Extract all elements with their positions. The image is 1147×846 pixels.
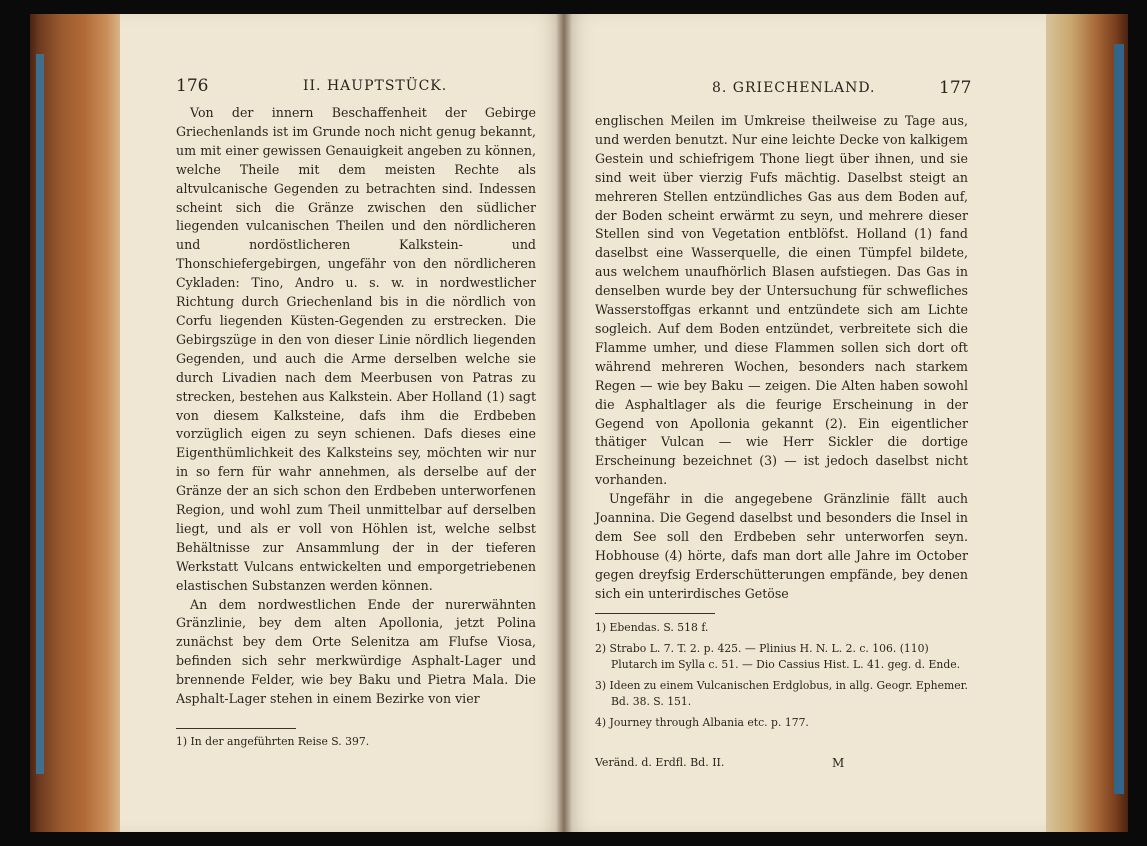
book-right-edge	[1046, 14, 1128, 832]
open-book	[30, 14, 1128, 832]
right-paragraph-1: englischen Meilen im Umkreise theilweise zu Tage aus, und werden benutzt. Nur eine leichte Decke von kalkigem Gestein und schiefrigem Thone liegt über ihnen, und sie sind weit über vierzig Fufs mächtig. Daselbst steigt an mehreren Stellen entzündliches Gas aus dem Boden auf, der Boden scheint erwärmt zu seyn, und mehrere dieser Stellen sind von Vegetation entblöfst. Holland (1) fand daselbst eine Wasserquelle, die einen Tümpfel bildete, aus welchem unaufhörlich Blasen aufstiegen. Das Gas in denselben wurde bey der Untersuchung für schwefliches Wasserstoffgas erkannt und entzündete sich am Lichte sogleich. Auf dem Boden entzündet, verbreitete sich die Flamme umher, und diese Flammen sollen sich dort oft während mehreren Wochen, besonders nach starkem Regen — wie bey Baku — zeigen. Die Alten haben sowohl die Asphaltlager als die feurige Erscheinung in der Gegend von Apollonia gekannt (2). Ein eigentlicher thätiger Vulcan — wie Herr Sickler die dortige Erscheinung bezeichnet (3) — ist jedoch daselbst nicht vorhanden.	[595, 113, 968, 488]
left-paragraph-1: Von der innern Beschaffenheit der Gebirge Griechenlands ist im Grunde noch nicht genug bekannt, um mit einer gewissen Genauigkeit angeben zu können, welche Theile mit dem meisten Rechte als altvulcanische Gegenden zu betrachten sind. Indessen scheint sich die Gränze zwischen den südlicher liegenden vulcanischen Theilen und den nördlicheren und nordöstlicheren Kalkstein- und Thonschiefergebirgen, ungefähr von den nördlicheren Cykladen: Tino, Andro u. s. w. in nordwestlicher Richtung durch Griechenland bis in die nördlich von Corfu liegenden Küsten-Gegenden zu erstrecken. Die Gebirgszüge in den von dieser Linie nördlich liegenden Gegenden, und auch die Arme derselben welche sie durch Livadien nach dem Meerbusen von Patras zu strecken, bestehen aus Kalkstein. Aber Holland (1) sagt von diesem Kalksteine, dafs ihm die Erdbeben vorzüglich eigen zu seyn schienen. Dafs dieses eine Eigenthümlichkeit des Kalksteins sey, möchten wir nur in so fern für wahr annehmen, als derselbe auf der Gränze der an sich schon den Erdbeben unterworfenen Region, und wohl zum Theil unmittelbar auf derselben liegt, und als er voll von Höhlen ist, welche selbst Behältnisse zur Ansammlung der in der tieferen Werkstatt Vulcans entwickelten und emporgetriebenen elastischen Substanzen werden können.	[176, 105, 536, 593]
book-left-edge	[30, 14, 120, 832]
right-footnotes	[595, 620, 975, 736]
left-body-text	[176, 104, 536, 709]
left-footnote-1: 1) In der angeführten Reise S. 397.	[176, 735, 370, 748]
left-footnotes	[176, 734, 536, 755]
left-footnote-rule	[176, 728, 296, 729]
right-footnote-2: 2) Strabo L. 7. T. 2. p. 425. — Plinius H. N. L. 2. c. 106. (110) Plutarch im Sylla c. 51. — Dio Cassius Hist. L. 41. geg. d. Ende.	[595, 642, 961, 671]
left-paragraph-2: An dem nordwestlichen Ende der nurerwähnten Gränzlinie, bey dem alten Apollonia, jetzt Polina zunächst bey dem Orte Selenitza am Flufse Viosa, befinden sich sehr merkwürdige Asphalt-Lager und brennende Felder, wie bey Baku und Pietra Mala. Die Asphalt-Lager stehen in einem Bezirke von vier	[176, 596, 536, 707]
signature-mark: M	[832, 756, 845, 770]
book-gutter	[556, 14, 572, 832]
right-paragraph-2: Ungefähr in die angegebene Gränzlinie fällt auch Joannina. Die Gegend daselbst und besonders die Insel in dem See soll den Erdbeben sehr unterworfen seyn. Hobhouse (4) hörte, dafs man dort alle Jahre im October gegen dreyfsig Erderschütterungen empfände, bey denen sich ein unterirdisches Getöse	[595, 491, 968, 601]
right-page-number: 177	[939, 78, 972, 98]
right-footnote-4: 4) Journey through Albania etc. p. 177.	[595, 716, 809, 729]
right-running-head: 8. GRIECHENLAND.	[712, 80, 876, 96]
right-footnote-1: 1) Ebendas. S. 518 f.	[595, 621, 709, 634]
signature-line: Veränd. d. Erdfl. Bd. II.	[595, 756, 725, 769]
left-running-head: II. HAUPTSTÜCK.	[303, 78, 448, 94]
right-footnote-3: 3) Ideen zu einem Vulcanischen Erdglobus, in allg. Geogr. Ephemer. Bd. 38. S. 151.	[595, 679, 968, 708]
left-page	[120, 14, 564, 832]
left-page-number: 176	[176, 76, 209, 96]
right-page	[564, 14, 1046, 832]
right-body-text	[595, 112, 968, 604]
right-footnote-rule	[595, 613, 715, 614]
